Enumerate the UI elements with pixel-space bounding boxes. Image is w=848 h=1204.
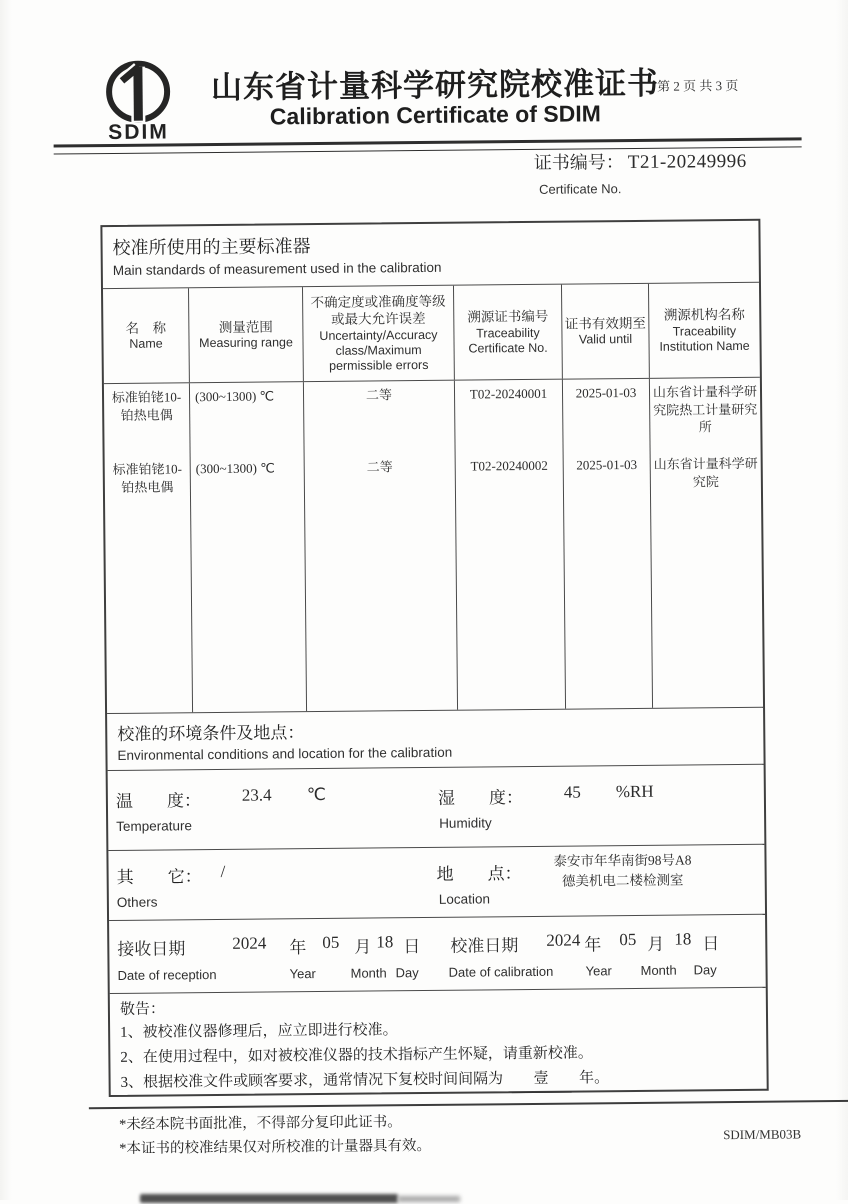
reception-month-value: 05: [322, 933, 339, 953]
reception-date-label-cn: 接收日期: [117, 934, 185, 960]
row1-grade: 二等: [304, 386, 454, 405]
notice-section: [110, 987, 767, 1095]
reception-day-en: Day: [396, 965, 419, 980]
col-valid-until-en: Valid until: [579, 332, 632, 348]
row2-name: 标准铂铑10-铂热电偶: [105, 460, 190, 496]
location-line1: 泰安市年华南街98号A8: [553, 852, 691, 868]
header-cell-name: [103, 288, 190, 383]
col-range-en: Measuring range: [199, 335, 293, 351]
calibration-month-cn: 月: [647, 930, 664, 955]
calibration-day-value: 18: [674, 929, 691, 949]
standards-title-en: Main standards of measurement used in the calibration: [113, 257, 749, 278]
footer-note-2: *本证书的校准结果仅对所校准的计量器具有效。: [119, 1134, 431, 1161]
others-value: /: [221, 862, 226, 882]
calibration-date-label-en: Date of calibration: [449, 964, 554, 980]
col-institution-cn: 溯源机构名称: [664, 306, 745, 324]
temperature-value: 23.4: [242, 785, 272, 805]
standards-section-title: [102, 221, 759, 288]
reception-day-cn: 日: [403, 932, 420, 957]
temperature-humidity-row: [108, 764, 765, 850]
humidity-label-cn: 湿 度：: [438, 783, 523, 809]
humidity-unit: %RH: [616, 782, 654, 802]
col-name-cn: 名 称: [126, 319, 167, 337]
row2-cert-no: T02-20240002: [456, 457, 563, 476]
sdim-emblem-icon: [94, 58, 183, 125]
col-name-en: Name: [129, 337, 162, 353]
scan-artifact-band: [140, 1194, 398, 1203]
footer-rule: [89, 1100, 848, 1109]
standards-table-body: [104, 377, 763, 713]
row2-grade: 二等: [305, 458, 455, 477]
certificate-number-sublabel: Certificate No.: [539, 181, 622, 197]
col-uncertainty-cn: 不确定度或准确度等级或最大允许误差: [305, 292, 451, 328]
notice-item-1: 1、被校准仪器修理后，应立即进行校准。: [120, 1015, 756, 1046]
calibration-month-en: Month: [640, 963, 676, 978]
col-institution-en: Traceability Institution Name: [651, 323, 757, 355]
row1-range: (300~1300) ℃: [190, 387, 303, 406]
sdim-logo: [88, 58, 189, 145]
calibration-day-cn: 日: [702, 929, 719, 954]
col-traceability-no-en: Traceability Certificate No.: [456, 325, 559, 356]
others-label-en: Others: [117, 895, 158, 910]
col-traceability-no-cn: 溯源证书编号: [467, 308, 548, 326]
notice-title: 敬告：: [120, 993, 756, 1021]
body-col-range: [190, 382, 307, 712]
body-col-valid-until: [563, 379, 653, 709]
calibration-date-label-cn: 校准日期: [450, 931, 518, 957]
header-cell-valid-until: [562, 284, 650, 379]
temperature-unit: ℃: [307, 785, 326, 805]
location-label-cn: 地 点：: [436, 859, 521, 885]
row1-name: 标准铂铑10-铂热电偶: [104, 388, 189, 424]
row2-valid-until: 2025-01-03: [564, 456, 650, 474]
certificate-number-label: 证书编号：: [534, 152, 624, 173]
reception-year-en: Year: [290, 966, 316, 981]
scan-artifact-band-light: [398, 1196, 460, 1202]
header-cell-traceability-no: [454, 285, 563, 380]
standards-title-cn: 校准所使用的主要标准器: [112, 228, 748, 260]
sdim-logo-text: SDIM: [88, 120, 188, 145]
col-range-cn: 测量范围: [219, 318, 273, 336]
row1-cert-no: T02-20240001: [455, 385, 562, 404]
calibration-day-en: Day: [693, 962, 716, 977]
reception-year-value: 2024: [232, 934, 266, 954]
footer-note-1: *未经本院书面批准，不得部分复印此证书。: [119, 1110, 431, 1137]
certificate-number: [534, 147, 747, 175]
certificate-title-cn: 山东省计量科学研究院校准证书: [210, 58, 660, 107]
notice-item-3: [121, 1065, 757, 1097]
certificate-number-value: T21-20249996: [628, 151, 747, 173]
footer-notes: [119, 1110, 431, 1161]
dates-row: [109, 914, 766, 993]
form-number: SDIM/MB03B: [723, 1126, 801, 1143]
col-uncertainty-en: Uncertainty/Accuracy class/Maximum permissible errors: [305, 327, 451, 374]
body-col-institution: [650, 378, 763, 708]
notice-item-3-suffix: 年。: [579, 1070, 609, 1086]
calibration-year-value: 2024: [546, 931, 580, 951]
body-col-cert-no: [455, 380, 566, 710]
location-line2: 德美机电二楼检测室: [562, 872, 684, 888]
reception-day-value: 18: [376, 932, 393, 952]
reception-month-cn: 月: [354, 933, 371, 958]
notice-item-3-text: 3、根据校准文件或顾客要求，通常情况下复校时间间隔为: [121, 1071, 504, 1091]
certificate-title-en: Calibration Certificate of SDIM: [210, 100, 660, 131]
body-col-name: [104, 383, 193, 713]
humidity-label-en: Humidity: [439, 815, 492, 831]
reception-year-cn: 年: [289, 933, 306, 958]
main-table-frame: [100, 219, 768, 1097]
environment-section-title: [107, 707, 764, 770]
calibration-month-value: 05: [619, 930, 636, 950]
location-label-en: Location: [439, 891, 490, 906]
header-cell-institution: [649, 283, 760, 378]
body-col-grade: [304, 381, 458, 711]
calibration-year-en: Year: [585, 963, 611, 978]
others-location-row: [108, 844, 765, 920]
reception-month-en: Month: [351, 965, 387, 980]
header-cell-uncertainty: [303, 286, 455, 381]
humidity-value: 45: [564, 783, 581, 803]
location-value: [553, 850, 691, 890]
others-label-cn: 其 它：: [117, 862, 202, 888]
standards-table-header: [103, 282, 760, 383]
row1-institution: 山东省计量科学研究院热工计量研究所: [650, 383, 761, 437]
notice-interval-value: 壹: [511, 1067, 571, 1094]
row1-valid-until: 2025-01-03: [563, 384, 649, 402]
row2-range: (300~1300) ℃: [191, 459, 304, 478]
notice-item-2: 2、在使用过程中，如对被校准仪器的技术指标产生怀疑，请重新校准。: [120, 1040, 756, 1071]
temperature-label-cn: 温 度：: [116, 786, 201, 812]
calibration-year-cn: 年: [584, 930, 601, 955]
reception-date-label-en: Date of reception: [118, 967, 217, 983]
col-valid-until-cn: 证书有效期至: [565, 314, 646, 332]
header-cell-range: [189, 287, 304, 382]
row2-institution: 山东省计量科学研究院: [651, 455, 761, 491]
environment-title-en: Environmental conditions and location for the calibration: [117, 742, 753, 763]
page-number-label: 第 2 页 共 3 页: [657, 75, 738, 95]
temperature-label-en: Temperature: [116, 818, 192, 834]
environment-title-cn: 校准的环境条件及地点：: [117, 714, 753, 745]
